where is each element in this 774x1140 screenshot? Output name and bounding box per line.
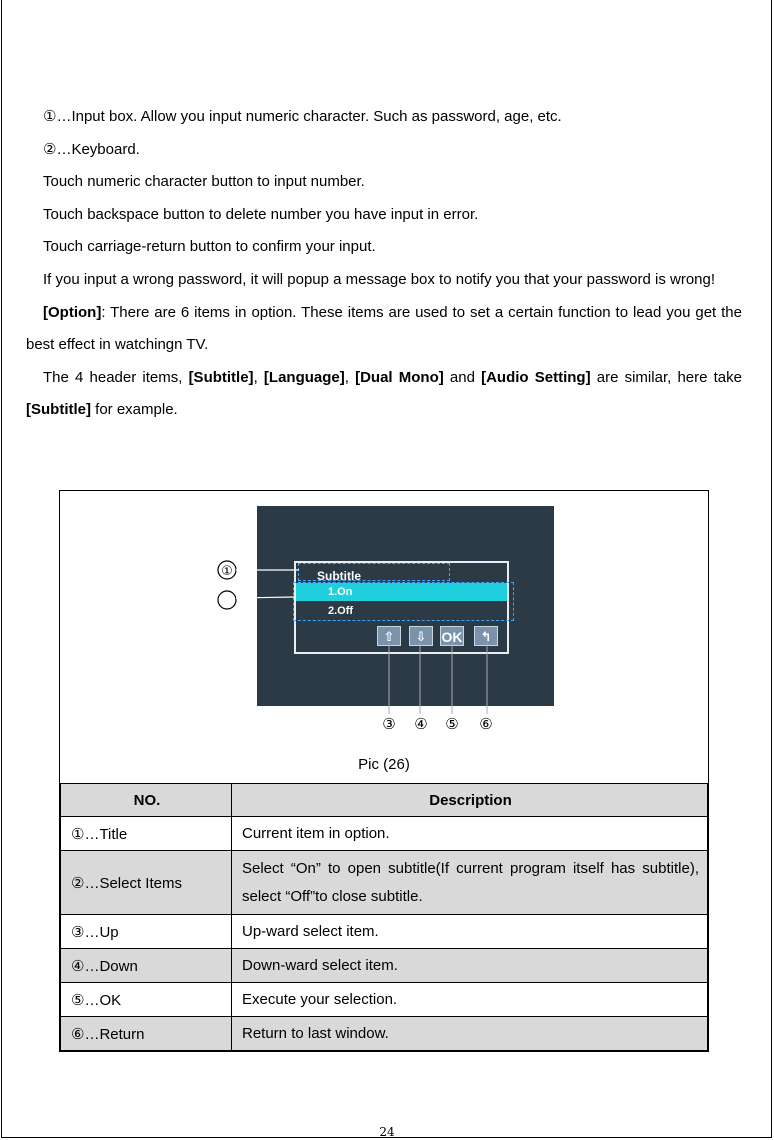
figure-box: [59, 490, 709, 1052]
paragraph-input-box: ①…Input box. Allow you input numeric character. Such as password, age, etc.: [43, 108, 562, 125]
row-no: ④…Down: [61, 949, 232, 983]
row-description: Down-ward select item.: [232, 949, 708, 983]
callout-3: ③: [382, 715, 396, 733]
callout-5: ⑤: [445, 715, 459, 733]
paragraph-keyboard: ②…Keyboard.: [43, 140, 140, 158]
paragraph-header-items: [26, 362, 742, 427]
table-row: [61, 949, 708, 983]
ok-button[interactable]: OK: [440, 626, 464, 646]
table-row: [61, 983, 708, 1017]
text-run: ,: [344, 368, 356, 386]
text-run: are similar, here take: [590, 368, 742, 386]
callout-lines: [60, 491, 708, 751]
row-description: Execute your selection.: [232, 983, 708, 1017]
table-header-row: [61, 784, 708, 817]
table-row: [61, 915, 708, 949]
paragraph-wrong-password: If you input a wrong password, it will popup a message box to notify you that your password is wrong!: [43, 270, 716, 288]
callout-circle-2: [218, 591, 236, 609]
row-description: Current item in option.: [232, 817, 708, 851]
row-description: Select “On” to open subtitle(If current program itself has subtitle), select “Off”to close subtitle.: [232, 851, 708, 915]
subtitle-term: [Subtitle]: [26, 401, 91, 419]
audio-setting-term: [Audio Setting]: [481, 368, 591, 386]
description-table: [60, 783, 708, 1051]
paragraph-touch-backspace: Touch backspace button to delete number you have input in error.: [43, 205, 479, 223]
down-arrow-icon[interactable]: ⇩: [409, 626, 433, 646]
language-term: [Language]: [263, 368, 345, 386]
figure-caption: Pic (26): [358, 756, 410, 773]
text-run: for example.: [91, 401, 178, 419]
menu-title: Subtitle: [317, 569, 361, 583]
paragraph-touch-return: Touch carriage-return button to confirm your input.: [43, 238, 376, 256]
paragraph-option: [26, 297, 742, 362]
paragraph-touch-numeric: Touch numeric character button to input number.: [43, 173, 365, 191]
body-text: [26, 101, 742, 427]
menu-item-on[interactable]: 1.On: [296, 583, 507, 601]
text-run: ,: [253, 368, 264, 386]
callout-6: ⑥: [479, 715, 493, 733]
callout-1: ①: [221, 564, 233, 579]
table-row: [61, 817, 708, 851]
table-row: [61, 851, 708, 915]
callout-4: ④: [414, 715, 428, 733]
option-label: [Option]: [43, 303, 102, 321]
text-run: The 4 header items,: [43, 368, 189, 386]
header-description: Description: [232, 784, 708, 817]
option-text: : There are 6 items in option. These items are used to set a certain function to lead you get the best effect in watchingn TV.: [26, 303, 742, 354]
up-arrow-icon[interactable]: ⇧: [377, 626, 401, 646]
header-no: NO.: [61, 784, 232, 817]
row-no: ⑥…Return: [61, 1017, 232, 1051]
menu-item-off[interactable]: 2.Off: [328, 605, 354, 617]
page-number: 24: [379, 1125, 395, 1139]
return-icon[interactable]: ↰: [474, 626, 498, 646]
table-row: [61, 1017, 708, 1051]
row-description: Up-ward select item.: [232, 915, 708, 949]
callout-line-2: [236, 597, 296, 598]
row-description: Return to last window.: [232, 1017, 708, 1051]
row-no: ①…Title: [61, 817, 232, 851]
row-no: ②…Select Items: [61, 851, 232, 915]
text-run: and: [443, 368, 482, 386]
row-no: ⑤…OK: [61, 983, 232, 1017]
subtitle-term: [Subtitle]: [188, 368, 254, 386]
row-no: ③…Up: [61, 915, 232, 949]
dual-mono-term: [Dual Mono]: [355, 368, 444, 386]
